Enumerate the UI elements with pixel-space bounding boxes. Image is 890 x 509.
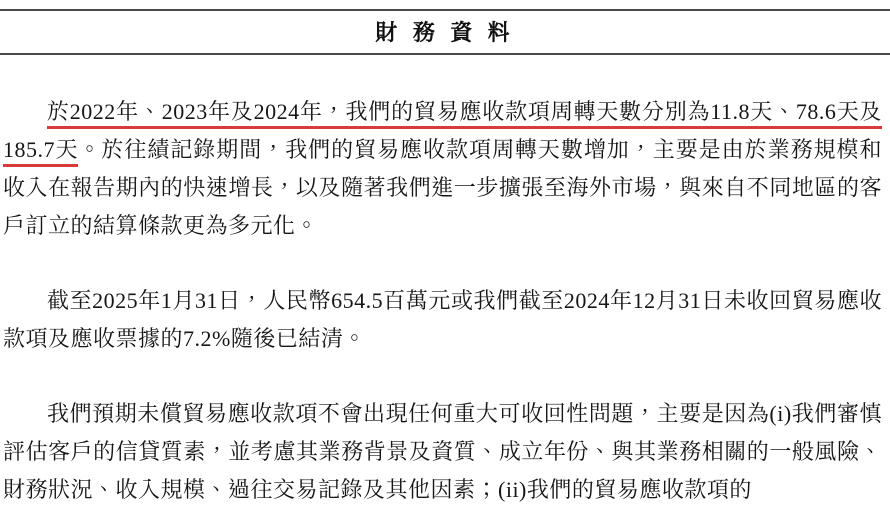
section-title: 財 務 資 料	[375, 20, 515, 45]
paragraph-subsequent-settlement: 截至2025年1月31日，人民幣654.5百萬元或我們截至2024年12月31日未收回貿易應收款項及應收票據的7.2%隨後已結清。	[3, 288, 882, 351]
prospectus-document-page	[0, 9, 890, 509]
paragraph-turnover-days-rest: 。於往績記錄期間，我們的貿易應收款項周轉天數增加，主要是由於業務規模和收入在報告期內的快速增長，以及隨著我們進一步擴張至海外市場，與來自不同地區的客戶訂立的結算條款更為多元化。	[3, 137, 882, 238]
document-body	[0, 55, 890, 509]
paragraph-turnover-days	[3, 93, 882, 245]
highlighted-underlined-text: 於2022年、2023年及2024年，我們的貿易應收款項周轉天數分別為11.8天、78.6天及185.7天	[3, 99, 882, 167]
section-header	[0, 9, 890, 55]
paragraph-recoverability: 我們預期未償貿易應收款項不會出現任何重大可收回性問題，主要是因為(i)我們審慎評估客戶的信貸質素，並考慮其業務背景及資質、成立年份、與其業務相關的一般風險、財務狀況、收入規模、過往交易記錄及其他因素；(ii)我們的貿易應收款項的	[3, 401, 882, 502]
